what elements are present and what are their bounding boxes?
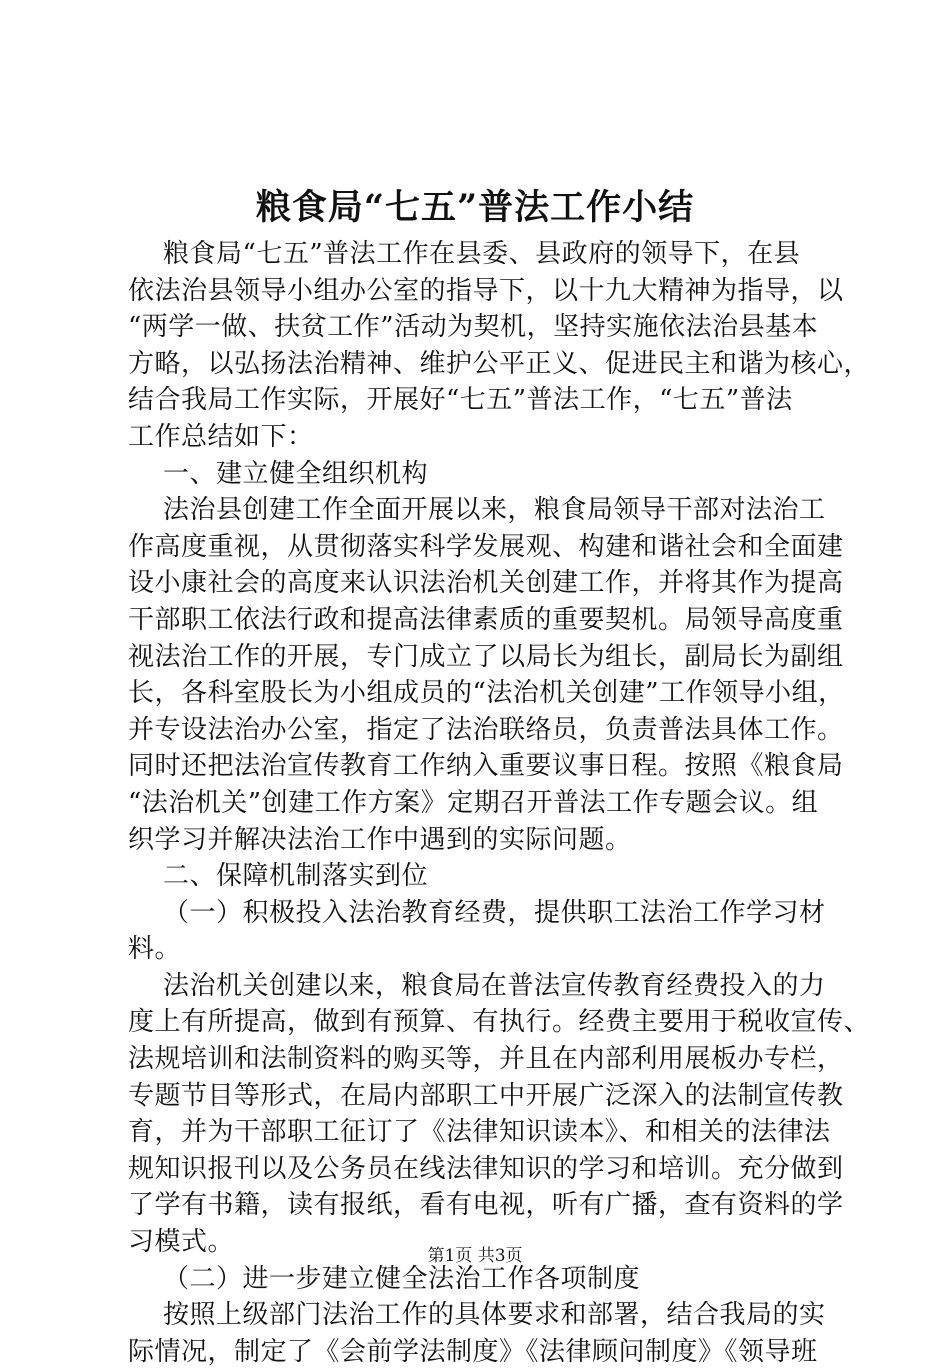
body-line: 方略，以弘扬法治精神、维护公平正义、促进民主和谐为核心， — [128, 348, 871, 379]
body-line: 度上有所提高，做到有预算、有执行。经费主要用于税收宣传、 — [128, 1007, 871, 1038]
body-line: 工作总结如下： — [128, 421, 314, 452]
body-line: 按照上级部门法治工作的具体要求和部署，结合我局的实 — [128, 1300, 826, 1331]
body-line: “两学一做、扶贫工作”活动为契机，坚持实施依法治县基本 — [128, 312, 819, 343]
body-line: 习模式。 — [128, 1227, 235, 1258]
document-body — [128, 236, 871, 1370]
body-line: 料。 — [128, 934, 182, 965]
body-line: 了学有书籍，读有报纸，看有电视，听有广播，查有资料的学 — [128, 1190, 844, 1221]
body-line: 一、建立健全组织机构 — [128, 458, 429, 489]
body-line: 同时还把法治宣传教育工作纳入重要议事日程。按照《粮食局 — [128, 751, 844, 782]
body-line: 粮食局“七五”普法工作在县委、县政府的领导下，在县 — [128, 239, 801, 269]
body-line: 干部职工依法行政和提高法律素质的重要契机。局领导高度重 — [128, 604, 844, 635]
document-title: 粮食局“七五”普法工作小结 — [255, 187, 695, 228]
body-line: 法规培训和法制资料的购买等，并且在内部利用展板办专栏， — [128, 1044, 844, 1075]
body-line: 长，各科室股长为小组成员的“法治机关创建”工作领导小组， — [128, 678, 845, 709]
body-line: “法治机关”创建工作方案》定期召开普法工作专题会议。组 — [128, 787, 819, 818]
body-line: 织学习并解决法治工作中遇到的实际问题。 — [128, 824, 632, 855]
body-line: 并专设法治办公室，指定了法治联络员，负责普法具体工作。 — [128, 714, 844, 745]
body-line: 依法治县领导小组办公室的指导下，以十九大精神为指导，以 — [128, 275, 844, 306]
body-line: （一）积极投入法治教育经费，提供职工法治工作学习材 — [128, 897, 826, 928]
body-line: 设小康社会的高度来认识法治机关创建工作，并将其作为提高 — [128, 568, 844, 599]
body-line: 结合我局工作实际，开展好“七五”普法工作，“七五”普法 — [128, 385, 793, 416]
body-line: 育，并为干部职工征订了《法律知识读本》、和相关的法律法 — [128, 1117, 831, 1148]
body-line: 规知识报刊以及公务员在线法律知识的学习和培训。充分做到 — [128, 1153, 844, 1184]
body-line: 法治机关创建以来，粮食局在普法宣传教育经费投入的力 — [128, 970, 826, 1001]
body-line: 作高度重视，从贯彻落实科学发展观、构建和谐社会和全面建 — [128, 531, 844, 562]
body-line: 视法治工作的开展，专门成立了以局长为组长，副局长为副组 — [128, 641, 844, 672]
body-line: 专题节目等形式，在局内部职工中开展广泛深入的法制宣传教 — [128, 1080, 844, 1111]
body-line: 二、保障机制落实到位 — [128, 861, 429, 892]
body-line: （二）进一步建立健全法治工作各项制度 — [128, 1263, 641, 1294]
body-line: 际情况，制定了《会前学法制度》《法律顾问制度》《领导班 — [128, 1336, 818, 1367]
page-footer: 第1页 共3页 — [427, 1246, 523, 1266]
body-line: 法治县创建工作全面开展以来，粮食局领导干部对法治工 — [128, 495, 826, 526]
